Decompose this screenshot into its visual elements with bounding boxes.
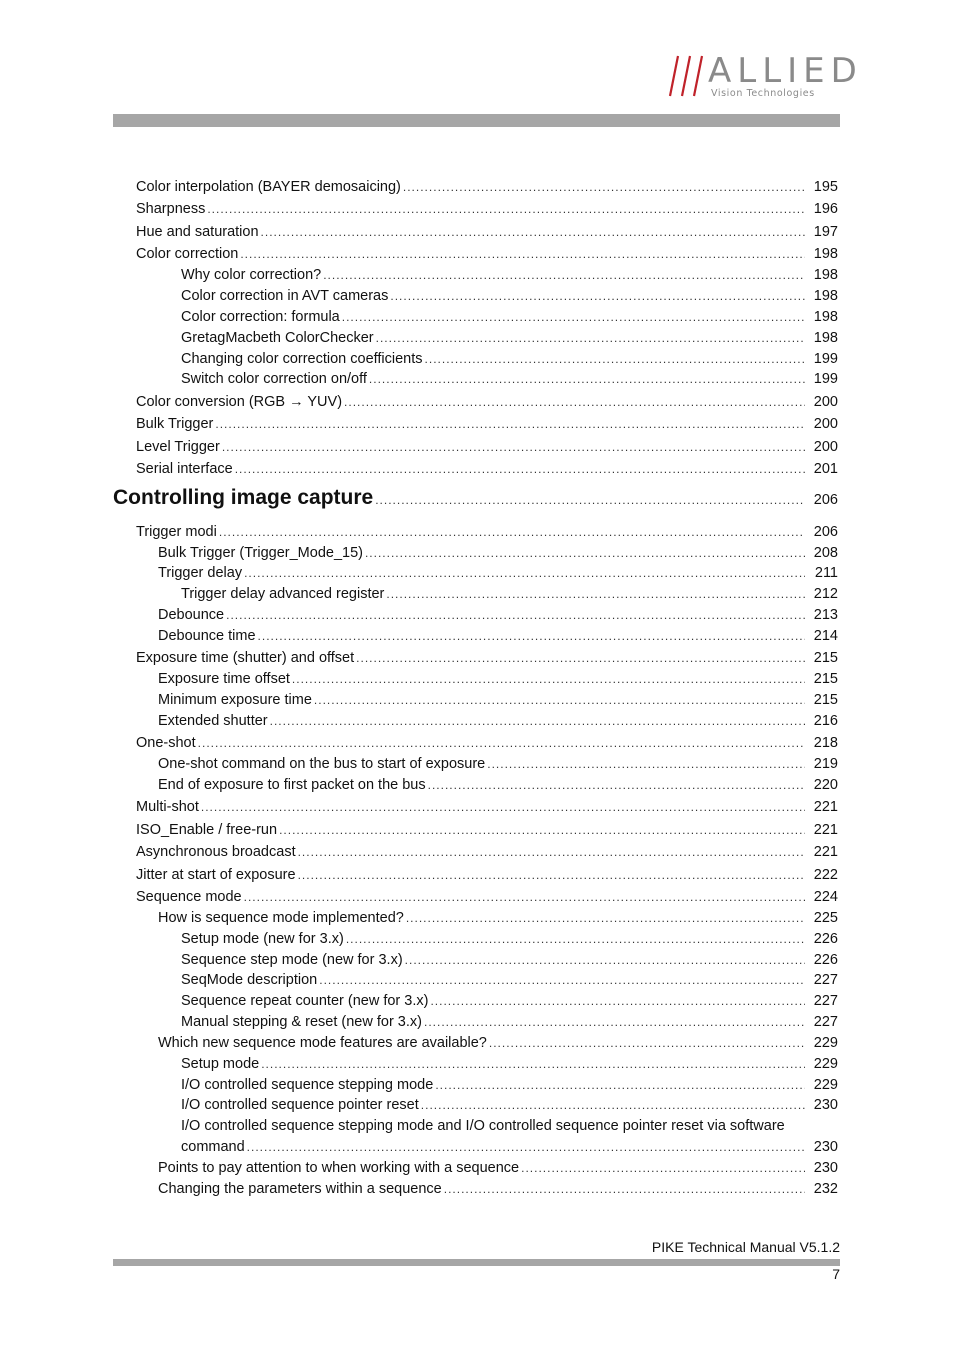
toc-entry[interactable]	[136, 199, 838, 219]
toc-entry-title: Setup mode	[181, 1056, 260, 1072]
toc-entry-page: 199	[813, 371, 838, 387]
toc-dot-leader	[201, 797, 805, 817]
logo-slashes-icon	[668, 54, 708, 98]
toc-entry-title: Setup mode (new for 3.x)	[181, 931, 344, 947]
toc-entry[interactable]	[158, 1033, 838, 1053]
toc-dot-leader	[314, 690, 805, 710]
toc-entry[interactable]	[181, 584, 838, 604]
toc-entry-title: Points to pay attention to when working with a sequence	[158, 1160, 520, 1176]
toc-entry[interactable]	[181, 307, 838, 327]
toc-dot-leader	[215, 414, 805, 434]
allied-logo	[668, 51, 863, 100]
toc-entry-page: 197	[813, 224, 838, 240]
toc-entry[interactable]	[158, 711, 838, 731]
toc-entry-title: Trigger delay	[158, 565, 243, 581]
toc-entry-title: Color correction: formula	[181, 309, 340, 325]
toc-entry[interactable]	[158, 626, 838, 646]
toc-entry-page: 229	[813, 1077, 838, 1093]
toc-dot-leader	[390, 286, 805, 306]
toc-dot-leader	[323, 265, 805, 285]
toc-entry[interactable]	[136, 522, 838, 542]
header-bar	[113, 114, 840, 127]
toc-entry[interactable]	[181, 970, 838, 990]
toc-dot-leader	[279, 820, 805, 840]
toc-entry[interactable]	[181, 950, 838, 970]
toc-entry-page: 227	[813, 1014, 838, 1030]
toc-entry[interactable]	[136, 820, 838, 840]
toc-dot-leader	[219, 522, 805, 542]
toc-entry[interactable]	[181, 1095, 838, 1115]
toc-entry[interactable]	[136, 648, 838, 668]
toc-entry-page: 227	[813, 993, 838, 1009]
toc-dot-leader	[365, 543, 805, 563]
toc-dot-leader	[375, 490, 805, 510]
toc-entry[interactable]	[136, 733, 838, 753]
toc-entry-title: Changing color correction coefficients	[181, 351, 423, 367]
toc-entry[interactable]	[136, 414, 838, 434]
toc-dot-leader	[435, 1075, 805, 1095]
toc-dot-leader	[421, 1095, 805, 1115]
toc-entry-page: 221	[813, 822, 838, 838]
toc-entry-page: 211	[814, 565, 838, 581]
toc-entry-title: Sequence mode	[136, 889, 242, 905]
manual-title: PIKE Technical Manual V5.1.2	[651, 1239, 840, 1255]
toc-entry-title: Exposure time offset	[158, 671, 290, 687]
toc-entry[interactable]	[181, 929, 838, 949]
toc-dot-leader	[405, 950, 805, 970]
toc-entry-page: 212	[813, 586, 838, 602]
logo-subtitle: Vision Technologies	[711, 88, 815, 99]
toc-entry-page: 214	[813, 628, 838, 644]
toc-entry-page: 219	[813, 756, 838, 772]
toc-entry-page: 198	[813, 309, 838, 325]
toc-entry-page: 199	[813, 351, 838, 367]
toc-entry-title: Minimum exposure time	[158, 692, 312, 708]
toc-entry[interactable]	[181, 369, 838, 389]
toc-entry[interactable]	[136, 222, 838, 242]
toc-dot-leader	[425, 349, 805, 369]
page-number: 7	[832, 1266, 840, 1282]
toc-entry-title: Color correction in AVT cameras	[181, 288, 389, 304]
toc-entry-title: SeqMode description	[181, 972, 318, 988]
toc-entry-title: Multi-shot	[136, 799, 199, 815]
toc-entry[interactable]	[158, 669, 838, 689]
toc-entry[interactable]	[181, 1054, 838, 1074]
toc-dot-leader	[346, 929, 805, 949]
toc-entry-title: One-shot command on the bus to start of exposure	[158, 756, 486, 772]
toc-dot-leader	[489, 1033, 805, 1053]
toc-entry[interactable]	[181, 1075, 838, 1095]
toc-dot-leader	[356, 648, 805, 668]
toc-entry-title: Switch color correction on/off	[181, 371, 367, 387]
toc-entry-page: 206	[813, 492, 838, 508]
toc-entry-page: 215	[813, 692, 838, 708]
toc-entry-title: I/O controlled sequence stepping mode and I/O controlled sequence pointer reset via software	[181, 1118, 785, 1134]
toc-entry[interactable]	[158, 543, 838, 563]
toc-entry-page: 229	[813, 1056, 838, 1072]
toc-entry-title: Hue and saturation	[136, 224, 259, 240]
toc-entry[interactable]	[136, 797, 838, 817]
toc-entry-title: GretagMacbeth ColorChecker	[181, 330, 374, 346]
toc-entry[interactable]	[136, 244, 838, 264]
toc-dot-leader	[222, 437, 805, 457]
toc-entry-page: 195	[813, 179, 838, 195]
toc-entry[interactable]	[181, 328, 838, 348]
toc-entry-page: 225	[813, 910, 838, 926]
toc-entry-title: Color correction	[136, 246, 239, 262]
toc-dot-leader	[369, 369, 805, 389]
toc-entry-title: Trigger modi	[136, 524, 217, 540]
toc-entry-title: Debounce time	[158, 628, 256, 644]
toc-dot-leader	[342, 307, 805, 327]
toc-dot-leader	[240, 244, 805, 264]
toc-entry-page: 201	[813, 461, 838, 477]
toc-entry-title: Debounce	[158, 607, 225, 623]
toc-entry-title: Changing the parameters within a sequence	[158, 1181, 442, 1197]
toc-entry-title: Sequence step mode (new for 3.x)	[181, 952, 403, 968]
toc-entry-page: 227	[813, 972, 838, 988]
toc-entry[interactable]	[136, 459, 838, 479]
toc-entry-title: I/O controlled sequence pointer reset	[181, 1097, 419, 1113]
toc-entry-page: 224	[813, 889, 838, 905]
toc-entry-title: Bulk Trigger (Trigger_Mode_15)	[158, 545, 363, 561]
toc-entry-page: 196	[813, 201, 838, 217]
toc-dot-leader	[344, 392, 805, 412]
toc-entry-title: Level Trigger	[136, 439, 220, 455]
toc-entry-page: 230	[813, 1160, 838, 1176]
toc-entry-title: Color conversion (RGB → YUV)	[136, 394, 343, 410]
toc-entry-page: 220	[813, 777, 838, 793]
toc-entry-page: 232	[813, 1181, 838, 1197]
toc-dot-leader	[424, 1012, 805, 1032]
toc-dot-leader	[403, 177, 805, 197]
toc-entry[interactable]	[136, 865, 838, 885]
toc-dot-leader	[207, 199, 805, 219]
logo-brand: ALLIED	[708, 51, 863, 91]
toc-entry[interactable]	[181, 1116, 838, 1136]
toc-entry-page: 198	[813, 267, 838, 283]
toc-entry[interactable]	[181, 286, 838, 306]
toc-entry-title: Serial interface	[136, 461, 233, 477]
toc-dot-leader	[261, 222, 805, 242]
toc-entry-page: 226	[813, 931, 838, 947]
toc-entry[interactable]	[136, 177, 838, 197]
toc-entry[interactable]	[181, 265, 838, 285]
toc-dot-leader	[386, 584, 805, 604]
toc-entry-title: I/O controlled sequence stepping mode	[181, 1077, 434, 1093]
toc-entry-page: 226	[813, 952, 838, 968]
toc-entry-title: Exposure time (shutter) and offset	[136, 650, 355, 666]
toc-entry[interactable]	[181, 991, 838, 1011]
footer-bar	[113, 1259, 840, 1266]
toc-entry-page: 230	[813, 1139, 838, 1155]
toc-entry[interactable]	[158, 775, 838, 795]
toc-entry-page: 215	[813, 671, 838, 687]
toc-dot-leader	[270, 711, 805, 731]
toc-entry[interactable]	[158, 754, 838, 774]
toc-entry-page: 213	[813, 607, 838, 623]
toc-dot-leader	[487, 754, 805, 774]
toc-dot-leader	[235, 459, 805, 479]
toc-entry-page: 215	[813, 650, 838, 666]
toc-dot-leader	[258, 626, 805, 646]
toc-dot-leader	[292, 669, 805, 689]
toc-entry-page: 200	[813, 416, 838, 432]
toc-entry-title: command	[181, 1139, 245, 1155]
toc-entry[interactable]	[158, 563, 838, 583]
toc-entry-page: 216	[813, 713, 838, 729]
toc-entry[interactable]	[136, 437, 838, 457]
toc-entry-title: Asynchronous broadcast	[136, 844, 296, 860]
toc-entry-page: 198	[813, 246, 838, 262]
toc-entry-page: 221	[813, 799, 838, 815]
toc-dot-leader	[406, 908, 805, 928]
toc-entry-title: How is sequence mode implemented?	[158, 910, 404, 926]
toc-dot-leader	[247, 1137, 805, 1157]
toc-entry-page: 230	[813, 1097, 838, 1113]
toc-entry-title: Sharpness	[136, 201, 206, 217]
toc-entry[interactable]	[136, 842, 838, 862]
toc-entry-page: 218	[813, 735, 838, 751]
toc-entry-title: Sequence repeat counter (new for 3.x)	[181, 993, 429, 1009]
toc-dot-leader	[298, 865, 805, 885]
toc-entry-page: 229	[813, 1035, 838, 1051]
toc-entry[interactable]	[158, 1179, 838, 1199]
toc-entry-title: End of exposure to first packet on the bus	[158, 777, 426, 793]
toc-entry[interactable]	[158, 690, 838, 710]
toc-entry-title: Color interpolation (BAYER demosaicing)	[136, 179, 401, 195]
toc-dot-leader	[521, 1158, 805, 1178]
toc-entry-page: 198	[813, 330, 838, 346]
toc-entry-title: Manual stepping & reset (new for 3.x)	[181, 1014, 422, 1030]
toc-entry-title: ISO_Enable / free-run	[136, 822, 278, 838]
toc-entry-page: 222	[813, 867, 838, 883]
toc-dot-leader	[376, 328, 805, 348]
toc-entry[interactable]	[136, 887, 838, 907]
toc-chapter-entry[interactable]	[113, 488, 838, 516]
toc-dot-leader	[226, 605, 805, 625]
toc-entry[interactable]	[181, 1137, 838, 1157]
toc-entry[interactable]	[158, 1158, 838, 1178]
toc-entry-title: Extended shutter	[158, 713, 268, 729]
toc-entry-title: Trigger delay advanced register	[181, 586, 385, 602]
toc-entry[interactable]	[158, 908, 838, 928]
toc-entry-title: Why color correction?	[181, 267, 322, 283]
toc-dot-leader	[244, 887, 805, 907]
toc-dot-leader	[198, 733, 805, 753]
toc-dot-leader	[244, 563, 805, 583]
toc-dot-leader	[430, 991, 805, 1011]
toc-entry-title: Which new sequence mode features are available?	[158, 1035, 487, 1051]
toc-entry-page: 221	[813, 844, 838, 860]
toc-entry-title: Controlling image capture	[113, 486, 374, 509]
toc-entry-title: Bulk Trigger	[136, 416, 214, 432]
toc-dot-leader	[444, 1179, 805, 1199]
toc-entry-title: Jitter at start of exposure	[136, 867, 296, 883]
toc-entry[interactable]	[181, 349, 838, 369]
toc-dot-leader	[298, 842, 805, 862]
toc-dot-leader	[261, 1054, 805, 1074]
toc-entry[interactable]	[136, 392, 838, 412]
toc-dot-leader	[428, 775, 805, 795]
toc-entry-page: 206	[813, 524, 838, 540]
toc-entry[interactable]	[158, 605, 838, 625]
toc-entry-title: One-shot	[136, 735, 196, 751]
toc-dot-leader	[319, 970, 805, 990]
toc-entry-page: 200	[813, 394, 838, 410]
toc-entry-page: 208	[813, 545, 838, 561]
toc-entry-page: 198	[813, 288, 838, 304]
toc-entry[interactable]	[181, 1012, 838, 1032]
toc-entry-page: 200	[813, 439, 838, 455]
